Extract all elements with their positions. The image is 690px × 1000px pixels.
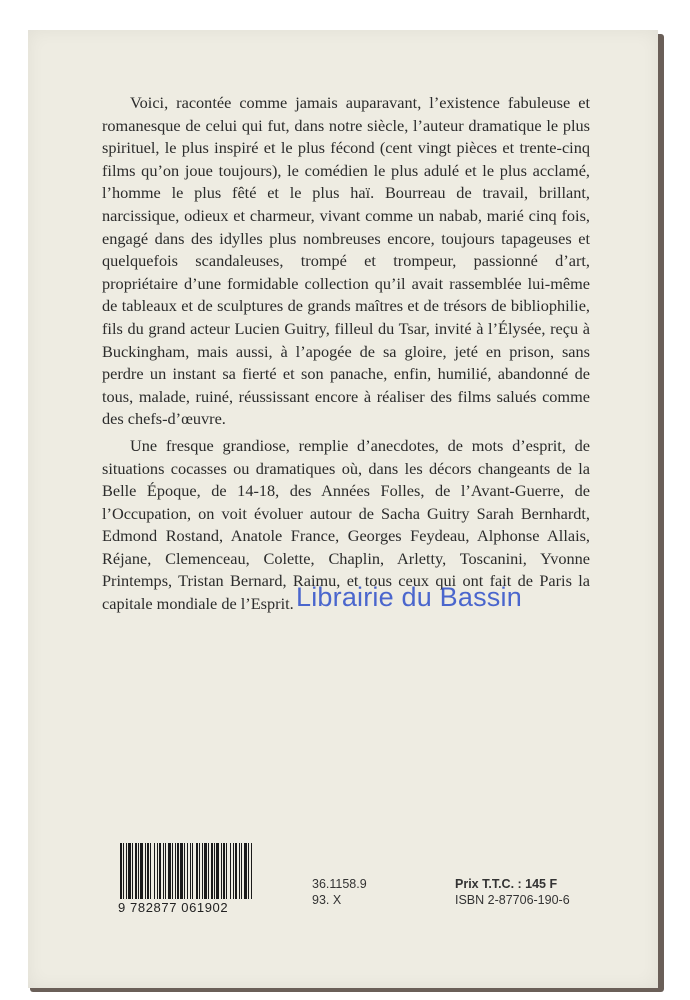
barcode-bar xyxy=(226,843,227,899)
price-block xyxy=(455,876,570,908)
barcode-bar xyxy=(199,843,200,899)
barcode-bar xyxy=(241,843,242,899)
barcode-bar xyxy=(147,843,149,899)
barcode-bar xyxy=(221,843,222,899)
barcode-bar xyxy=(248,843,249,899)
barcode-bar xyxy=(223,843,225,899)
blurb-paragraph-2: Une fresque grandiose, remplie d’anecdotes, de mots d’esprit, de situations cocasses ou dramatiques où, dans les décors changeants de la Belle Époque, de 14-18, des Années Folles, de l’Avant-Guerre, de l’Occupation, on voit évoluer autour de Sacha Guitry Sarah Bernhardt, Edmond Rostand, Anatole France, Georges Feydeau, Alphonse Allais, Réjane, Clemenceau, Colette, Chaplin, Arletty, Toscanini, Yvonne Printemps, Tristan Bernard, Raimu, et tous ceux qui ont fait de Paris la capitale mondiale de l’Esprit. xyxy=(102,435,590,614)
barcode-bar xyxy=(184,843,185,899)
barcode-bar xyxy=(150,843,151,899)
catalog-code-line-1: 36.1158.9 xyxy=(312,877,367,891)
barcode-bar xyxy=(244,843,247,899)
barcode-bar xyxy=(177,843,179,899)
barcode-bar xyxy=(165,843,166,899)
barcode-bar xyxy=(135,843,137,899)
barcode-bar xyxy=(230,843,231,899)
bookseller-watermark: Librairie du Bassin xyxy=(296,582,522,612)
barcode-bar xyxy=(235,843,237,899)
barcode-bar xyxy=(211,843,213,899)
isbn-barcode xyxy=(118,843,254,915)
barcode-bar xyxy=(187,843,188,899)
barcode-bar xyxy=(145,843,146,899)
barcode-bar xyxy=(202,843,203,899)
barcode-bar xyxy=(196,843,198,899)
barcode-bar xyxy=(204,843,207,899)
barcode-bar xyxy=(233,843,234,899)
barcode-bar xyxy=(159,843,161,899)
barcode-bar xyxy=(123,843,124,899)
blurb-paragraph-1: Voici, racontée comme jamais auparavant, l’existence fabuleuse et romanesque de celui qui fut, dans notre siècle, l’auteur dramatique le plus spirituel, le plus inspiré et le plus fécond (cent vingt pièces et trente-cinq films qu’on joue toujours), le comédien le plus adulé et le plus acclamé, l’homme le plus fêté et le plus haï. Bourreau de travail, brillant, narcissique, odieux et charmeur, vivant comme un nabab, marié cinq fois, engagé dans des idylles plus nombreuses encore, toujours tapageuses et quelquefois scandaleuses, trompé et trompeur, passionné d’art, propriétaire d’une formidable collection qu’il avait rassemblée lui-même de tableaux et de sculptures de grands maîtres et de trésors de bibliophilie, fils du grand acteur Lucien Guitry, filleul du Tsar, invité à l’Élysée, reçu à Buckingham, mais aussi, à l’apogée de sa gloire, jeté en prison, sans perdre un instant sa fierté et son panache, enfin, humilié, abandonné de tous, malade, ruiné, réussissant encore à réaliser des films salués comme des chefs-d’œuvre. xyxy=(102,93,590,429)
barcode-bar xyxy=(132,843,133,899)
barcode-bar xyxy=(140,843,143,899)
barcode-bar xyxy=(239,843,240,899)
barcode-bar xyxy=(251,843,252,899)
barcode-bar xyxy=(128,843,131,899)
isbn-number: ISBN 2-87706-190-6 xyxy=(455,893,570,907)
barcode-bar xyxy=(138,843,139,899)
catalog-code xyxy=(312,876,367,908)
barcode-bar xyxy=(175,843,176,899)
barcode-bar xyxy=(190,843,191,899)
barcode-bar xyxy=(168,843,171,899)
barcode-bar xyxy=(154,843,155,899)
barcode-bar xyxy=(216,843,219,899)
catalog-code-line-2: 93. X xyxy=(312,893,342,907)
barcode-bar xyxy=(214,843,215,899)
price-label: Prix T.T.C. : 145 F xyxy=(455,877,558,891)
barcode-bar xyxy=(163,843,164,899)
barcode-bar xyxy=(180,843,183,899)
barcode-bars xyxy=(118,843,254,899)
barcode-bar xyxy=(192,843,193,899)
barcode-bar xyxy=(172,843,173,899)
barcode-digits: 9 782877 061902 xyxy=(118,900,229,915)
blurb-text xyxy=(102,92,590,620)
barcode-bar xyxy=(208,843,209,899)
barcode-bar xyxy=(157,843,158,899)
barcode-bar xyxy=(120,843,122,899)
barcode-bar xyxy=(126,843,127,899)
